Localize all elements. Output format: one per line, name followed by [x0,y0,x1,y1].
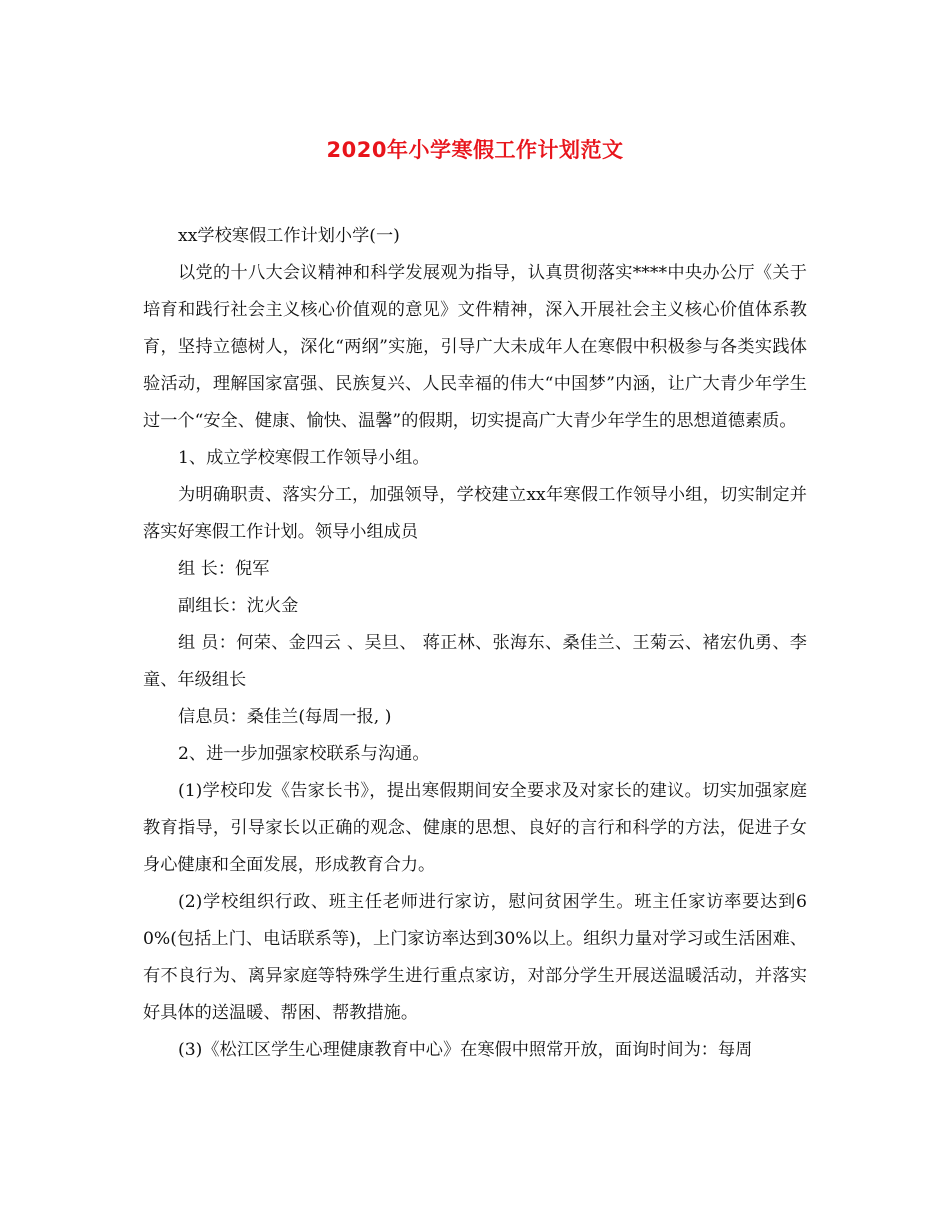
section-heading-2: 2、进一步加强家校联系与沟通。 [178,744,430,764]
paragraph-item-3: (3)《松江区学生心理健康教育中心》在寒假中照常开放，面询时间为：每周 [178,1040,753,1060]
section-heading-1: 1、成立学校寒假工作领导小组。 [178,448,430,468]
paragraph-group-leader: 组 长：倪军 [178,559,270,579]
paragraph-item-1: (1)学校印发《告家长书》，提出寒假期间安全要求及对家长的建议。切实加强家庭教育指导，引导家长以正确的观念、健康的思想、良好的言行和科学的方法，促进子女身心健康和全面发展，形成教育合力。 [143,781,807,875]
paragraph-leadership-group: 为明确职责、落实分工，加强领导，学校建立xx年寒假工作领导小组，切实制定并落实好寒假工作计划。领导小组成员 [143,485,807,542]
paragraph-deputy-leader: 副组长：沈火金 [178,596,299,616]
paragraph-guiding-principle: 以党的十八大会议精神和科学发展观为指导，认真贯彻落实****中央办公厅《关于培育和践行社会主义核心价值观的意见》文件精神，深入开展社会主义核心价值体系教育，坚持立德树人，深化“两纲”实施，引导广大未成年人在寒假中积极参与各类实践体验活动，理解国家富强、民族复兴、人民幸福的伟大“中国梦”内涵，让广大青少年学生过一个“安全、健康、愉快、温馨”的假期，切实提高广大青少年学生的思想道德素质。 [143,263,807,431]
paragraph-info-officer: 信息员：桑佳兰(每周一报, ) [178,707,392,727]
document-title: 2020年小学寒假工作计划范文 [326,138,624,162]
paragraph-group-members: 组 员：何荣、金四云 、吴旦、 蒋正林、张海东、桑佳兰、王菊云、褚宏仇勇、李童、年级组长 [143,633,807,690]
paragraph-heading-plan: xx学校寒假工作计划小学(一) [178,226,400,246]
paragraph-item-2: (2)学校组织行政、班主任老师进行家访，慰问贫困学生。班主任家访率要达到60%(包括上门、电话联系等)，上门家访率达到30%以上。组织力量对学习或生活困难、有不良行为、离异家庭等特殊学生进行重点家访，对部分学生开展送温暖活动，并落实好具体的送温暖、帮困、帮教措施。 [143,892,807,1023]
document-body [143,218,807,1069]
